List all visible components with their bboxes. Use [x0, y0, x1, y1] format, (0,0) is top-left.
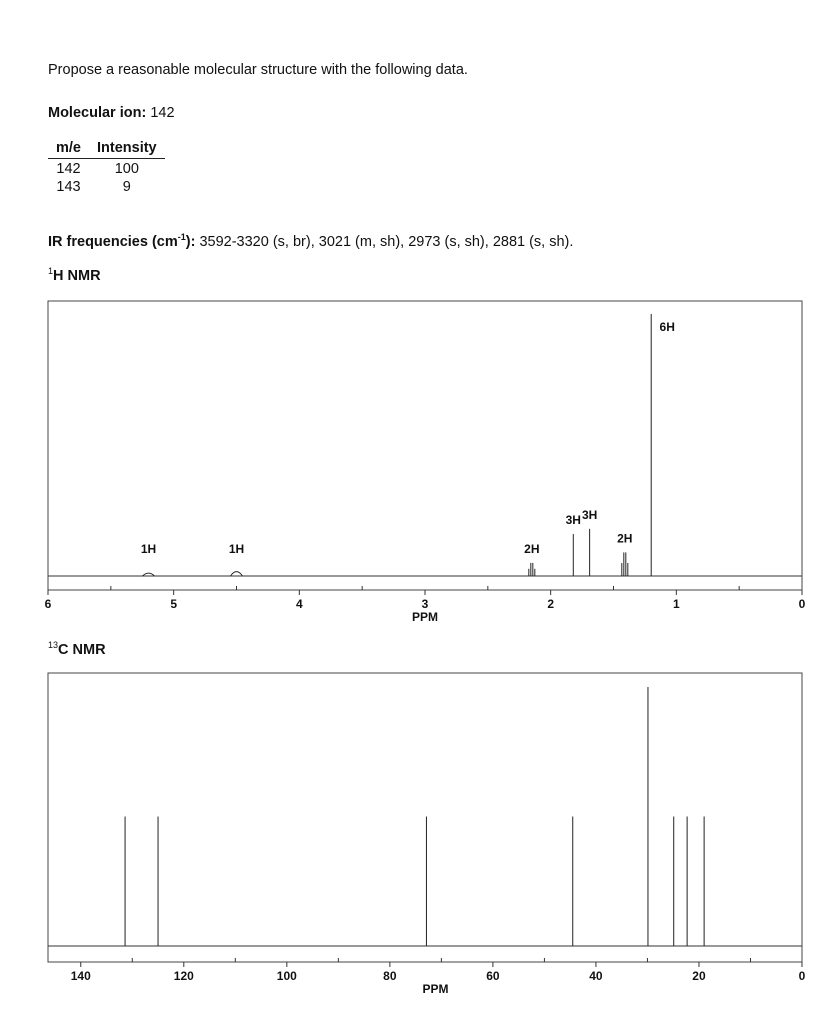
c-nmr-tick-label: 140	[70, 969, 91, 983]
h-nmr-tick-label: 6	[44, 597, 52, 611]
h-nmr-tick-label: 2	[547, 597, 555, 611]
h-nmr-integration-label: 1H	[228, 542, 245, 556]
c-nmr-tick-label: 120	[173, 969, 194, 983]
h-nmr-frame	[48, 301, 802, 590]
problem-prompt: Propose a reasonable molecular structure with the following data.	[48, 62, 468, 78]
table-cell: 9	[122, 179, 131, 195]
h-nmr-peak	[231, 572, 243, 576]
c-nmr-tick-label: 20	[692, 969, 706, 983]
ir-values: 3592-3320 (s, br), 3021 (m, sh), 2973 (s, sh), 2881 (s, sh).	[195, 233, 574, 250]
table-cell: 143	[56, 179, 81, 195]
table-header-intensity: Intensity	[89, 140, 165, 159]
h-nmr-tick-label: 5	[170, 597, 178, 611]
table-cell: 100	[114, 161, 139, 177]
ir-label: IR frequencies $(cm^{-1})$:	[48, 232, 196, 250]
molecular-ion-value: 142	[150, 105, 175, 121]
c-nmr-x-axis-label: PPM	[422, 982, 449, 996]
h-nmr-integration-label: 6H	[659, 320, 675, 334]
c-nmr-title: $^{13}$C NMR	[48, 640, 106, 658]
c-nmr-tick-label: 0	[798, 969, 806, 983]
c-nmr-tick-label: 80	[383, 969, 397, 983]
h-nmr-tick-label: 4	[295, 597, 303, 611]
c-nmr-tick-label: 60	[486, 969, 500, 983]
c-nmr-tick-label: 100	[276, 969, 297, 983]
h-nmr-integration-label: 3H	[581, 507, 598, 522]
h-nmr-integration-label: 2H	[617, 531, 633, 546]
h-nmr-x-axis-label: PPM	[411, 610, 439, 624]
h-nmr-integration-label: 3H	[565, 513, 581, 528]
h-nmr-tick-label: 1	[672, 597, 680, 611]
h-nmr-integration-label: 1H	[140, 542, 157, 556]
table-cell: 142	[56, 161, 81, 177]
c-nmr-frame	[48, 673, 802, 962]
h-nmr-integration-label: 2H	[524, 541, 540, 556]
table-header-mass: m/e	[48, 140, 89, 159]
h-nmr-tick-label: 0	[798, 597, 806, 611]
h-nmr-title: $^1$H NMR	[48, 266, 101, 284]
h-nmr-tick-label: 3	[421, 597, 429, 611]
molecular-ion-label: Molecular ion:	[48, 105, 147, 121]
c-nmr-tick-label: 40	[589, 969, 603, 983]
